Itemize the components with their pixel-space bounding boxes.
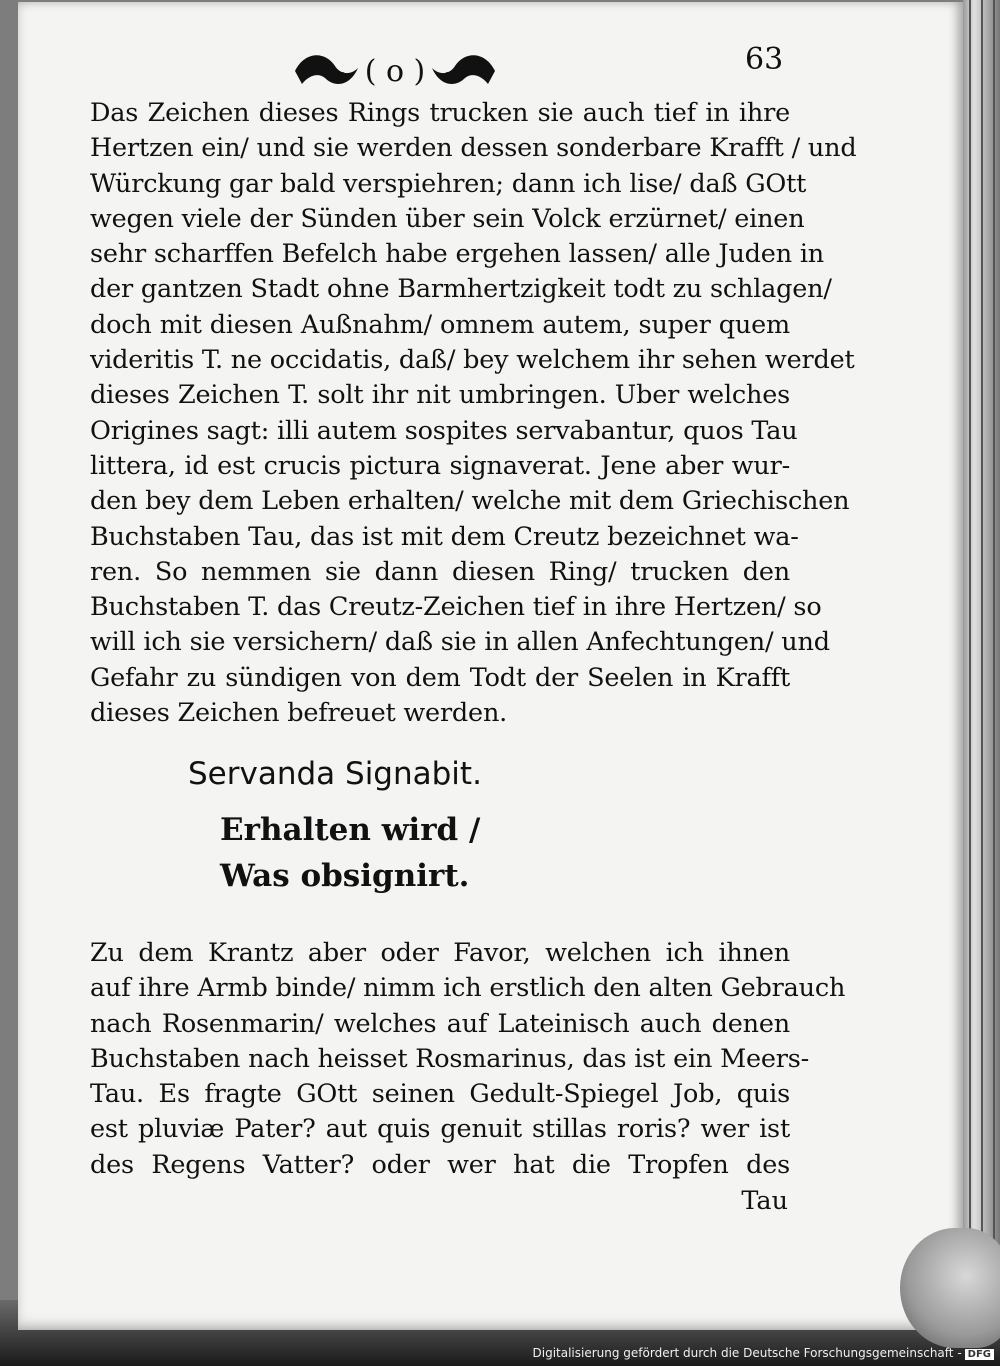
text-line: Das Zeichen dieses Rings trucken sie auch tief in ihre — [90, 98, 790, 128]
text-line: doch mit diesen Außnahm/ omnem autem, super quem — [90, 309, 790, 340]
text-line: Buchstaben T. das Creutz-Zeichen tief in ihre Hertzen/ so — [90, 592, 822, 623]
text-line: will ich sie versichern/ daß sie in allen Anfechtungen/ und — [90, 627, 830, 658]
page-number: 63 — [745, 42, 784, 77]
page-edge-line — [969, 0, 971, 1300]
text-line: nach Rosenmarin/ welches auf Lateinisch auch denen — [90, 1008, 790, 1039]
motto-german-line-2: Was obsignirt. — [220, 858, 470, 894]
footer-text: Digitalisierung gefördert durch die Deutsche Forschungsgemeinschaft - — [532, 1346, 962, 1360]
dfg-logo-icon: DFG — [965, 1349, 994, 1360]
motto-german-line-1: Erhalten wird / — [220, 812, 481, 848]
text-line: Gefahr zu sündigen von dem Todt der Seelen in Krafft — [90, 662, 790, 693]
text-line: ren. So nemmen sie dann diesen Ring/ trucken den — [90, 556, 790, 587]
text-line: est pluviæ Pater? aut quis genuit stillas roris? wer ist — [90, 1114, 790, 1145]
text-line: sehr scharffen Befelch habe ergehen lassen/ alle Juden in — [90, 239, 825, 270]
text-line: der gantzen Stadt ohne Barmhertzigkeit todt zu schlagen/ — [90, 274, 832, 305]
text-line: auf ihre Armb binde/ nimm ich erstlich den alten Gebrauch — [90, 973, 846, 1004]
page-edge-line — [993, 0, 995, 1300]
text-line: dieses Zeichen befreuet werden. — [90, 698, 508, 729]
text-line: Würckung gar bald verspiehren; dann ich lise/ daß GOtt — [90, 168, 807, 199]
catchword: Tau — [741, 1186, 788, 1216]
thumb-shadow — [900, 1228, 1000, 1348]
body-paragraph-1 — [90, 96, 857, 731]
text-line: videritis T. ne occidatis, daß/ bey welchem ihr sehen werdet — [90, 345, 855, 376]
footer-attribution — [533, 1346, 995, 1360]
header-ornament-icon — [290, 46, 500, 96]
text-line: wegen viele der Sünden über sein Volck erzürnet/ einen — [90, 203, 805, 234]
page-edges — [963, 0, 1000, 1300]
text-line: littera, id est crucis pictura signaverat. Jene aber wur- — [90, 450, 790, 481]
text-line: Buchstaben Tau, das ist mit dem Creutz bezeichnet wa- — [90, 521, 799, 552]
svg-text:( o ): ( o ) — [364, 54, 426, 89]
text-line: des Regens Vatter? oder wer hat die Tropfen des — [90, 1149, 790, 1180]
motto-latin: Servanda Signabit. — [188, 756, 482, 792]
body-paragraph-2 — [90, 936, 846, 1183]
text-line: den bey dem Leben erhalten/ welche mit dem Griechischen — [90, 486, 850, 517]
text-line: dieses Zeichen T. solt ihr nit umbringen. Uber welches — [90, 380, 790, 411]
text-line: Origines sagt: illi autem sospites servabantur, quos Tau — [90, 415, 798, 446]
text-line: Zu dem Krantz aber oder Favor, welchen ich ihnen — [90, 938, 790, 968]
text-line: Tau. Es fragte GOtt seinen Gedult-Spiegel Job, quis — [90, 1079, 790, 1110]
page-edge-line — [981, 0, 983, 1300]
text-line: Hertzen ein/ und sie werden dessen sonderbare Krafft / und — [90, 133, 857, 164]
text-line: Buchstaben nach heisset Rosmarinus, das ist ein Meers- — [90, 1043, 810, 1074]
